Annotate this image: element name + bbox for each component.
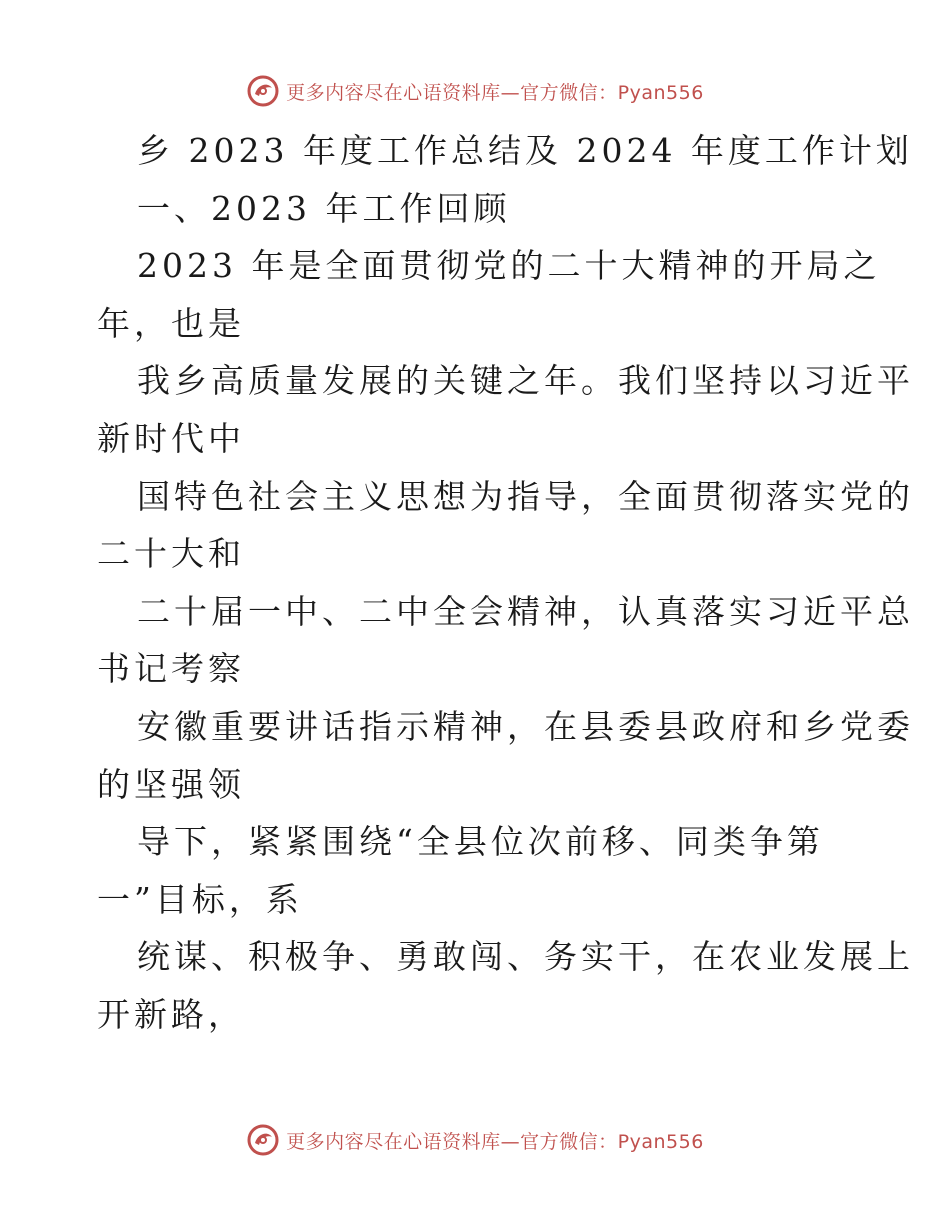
swirl-logo-icon [246,74,280,108]
header-banner [0,71,950,111]
paragraph-line: 我乡高质量发展的关键之年。我们坚持以习近平 [137,361,914,401]
paragraph-line: 的坚强领 [97,764,245,804]
paragraph-line: 书记考察 [97,649,245,689]
footer-banner-text: 更多内容尽在心语资料库—官方微信：Pyan556 [286,1130,704,1153]
paragraph-line: 二十届一中、二中全会精神，认真落实习近平总 [137,591,914,631]
paragraph-line: 二十大和 [97,534,245,574]
footer-banner [0,1120,950,1160]
paragraph-line: 国特色社会主义思想为指导，全面贯彻落实党的 [137,476,914,516]
paragraph-line: 导下，紧紧围绕“全县位次前移、同类争第 [137,822,824,862]
document-title: 乡 2023 年度工作总结及 2024 年度工作计划 [137,131,913,170]
paragraph-line: 统谋、积极争、勇敢闯、务实干，在农业发展上 [137,937,914,977]
section-heading: 一、2023 年工作回顾 [137,188,511,228]
document-body [97,122,914,1044]
paragraph-line: 年，也是 [97,303,245,343]
swirl-logo-icon [246,1123,280,1157]
paragraph-line: 2023 年是全面贯彻党的二十大精神的开局之 [137,246,881,286]
header-banner-text: 更多内容尽在心语资料库—官方微信：Pyan556 [286,81,704,104]
paragraph-line: 安徽重要讲话指示精神，在县委县政府和乡党委 [137,706,914,746]
paragraph-line: 新时代中 [97,418,245,458]
paragraph-line: 开新路， [97,994,245,1034]
paragraph-line: 一”目标，系 [97,879,303,919]
